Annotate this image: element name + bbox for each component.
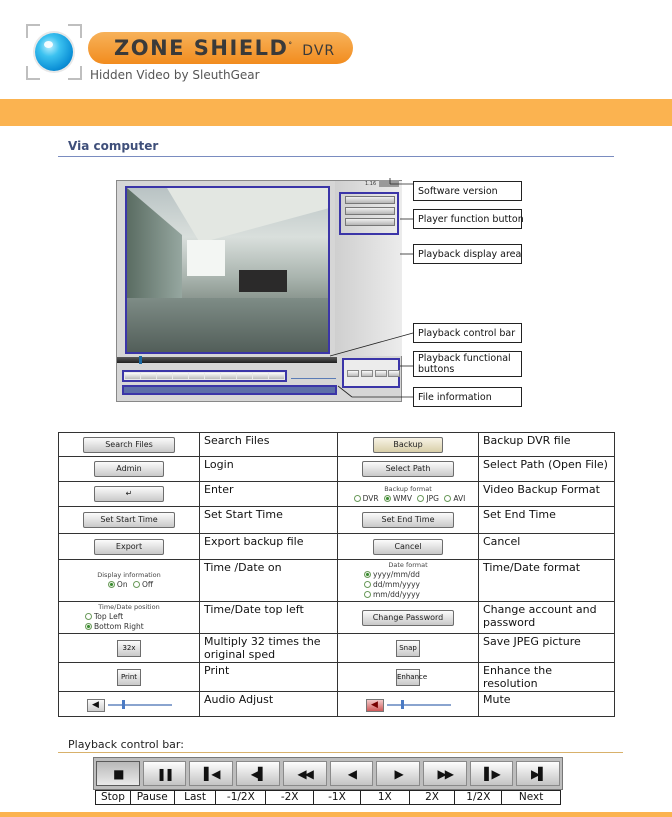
table-row (59, 663, 615, 692)
radio-yyyy-mm-dd[interactable] (364, 571, 371, 578)
cancel-button[interactable]: Cancel (373, 539, 443, 555)
icon-cell (338, 602, 479, 634)
description-cell: Backup DVR file (479, 433, 615, 457)
play-icon: ▶ (394, 766, 402, 781)
section-divider (58, 156, 614, 157)
callout-player-function-button: Player function button (413, 209, 522, 229)
option-dvr: DVR (362, 493, 379, 503)
playback-label: 1/2X (455, 791, 502, 804)
playback-divider (58, 752, 623, 753)
description-cell: Time /Date on (200, 560, 338, 602)
description-cell: Time/Date top left (200, 602, 338, 634)
2x-button[interactable] (423, 761, 467, 786)
description-cell: Set Start Time (200, 507, 338, 534)
icon-cell (59, 482, 200, 507)
camera-eye-icon (26, 24, 82, 80)
table-row (59, 433, 615, 457)
function-table (58, 432, 615, 717)
description-cell: Select Path (Open File) (479, 457, 615, 482)
icon-cell (59, 457, 200, 482)
description-cell: Mute (479, 692, 615, 717)
mute-icon[interactable]: ◀ (366, 699, 384, 712)
1-2x-button[interactable] (236, 761, 280, 786)
32x-button[interactable]: 32x (117, 640, 141, 657)
footer-band (0, 812, 672, 817)
enhance-button[interactable]: Enhance (396, 669, 420, 686)
icon-cell (338, 457, 479, 482)
icon-cell (338, 692, 479, 717)
backup-button[interactable]: Backup (373, 437, 443, 453)
icon-cell (59, 602, 200, 634)
playback-label: Last (175, 791, 217, 804)
mini-functional-buttons (342, 358, 400, 388)
icon-cell (59, 634, 200, 663)
stop-button[interactable] (96, 761, 140, 786)
reverse-icon: ◀ (347, 766, 355, 781)
description-cell: Login (200, 457, 338, 482)
callout-playback-functional-buttons: Playback functional buttons (413, 351, 522, 377)
playback-label: Stop (96, 791, 131, 804)
description-cell: Change account and password (479, 602, 615, 634)
description-cell: Video Backup Format (479, 482, 615, 507)
playback-label: -1X (314, 791, 361, 804)
seek-bar (117, 357, 337, 363)
print-button[interactable]: Print (117, 669, 141, 686)
option-off: Off (141, 580, 154, 589)
description-cell: Audio Adjust (200, 692, 338, 717)
playback-label: -2X (266, 791, 314, 804)
description-cell: Search Files (200, 433, 338, 457)
playback-display-area (125, 186, 330, 354)
file-information-bar (122, 385, 337, 395)
callout-playback-display-area: Playback display area (413, 244, 522, 264)
description-cell: Enter (200, 482, 338, 507)
icon-cell (59, 507, 200, 534)
option-on: On (116, 580, 128, 589)
1x-button[interactable] (330, 761, 374, 786)
callout-file-information: File information (413, 387, 522, 407)
option-bottom-right: Bottom Right (94, 622, 144, 631)
volume-track[interactable] (108, 704, 172, 706)
backup-format-label: Backup format (384, 484, 432, 493)
pause-icon: ❚❚ (156, 766, 173, 781)
brand-name: ZONE SHIELD° DVR (114, 36, 336, 60)
table-row (59, 482, 615, 507)
radio-wmv[interactable] (384, 495, 391, 502)
icon-cell (59, 663, 200, 692)
option-dd-mm-yyyy: dd/mm/yyyy (373, 580, 420, 589)
brand-logo (26, 24, 356, 86)
icon-cell (338, 534, 479, 560)
description-cell: Save JPEG picture (479, 634, 615, 663)
playback-label: 2X (410, 791, 456, 804)
playback-label: 1X (361, 791, 410, 804)
mini-admin-button (345, 218, 395, 226)
set-end-time-button[interactable]: Set End Time (362, 512, 454, 528)
description-cell: Time/Date format (479, 560, 615, 602)
last-icon: ▌◀ (204, 766, 219, 781)
date-format-label: Date format (388, 561, 428, 569)
table-row (59, 534, 615, 560)
radio-jpg[interactable] (417, 495, 424, 502)
select-path-button[interactable]: Select Path (362, 461, 454, 477)
display-information-label: Display information (97, 571, 161, 579)
admin-button[interactable]: Admin (94, 461, 164, 477)
icon-cell (338, 507, 479, 534)
export-button[interactable]: Export (94, 539, 164, 555)
icon-cell (59, 534, 200, 560)
radio-top-left[interactable] (85, 613, 92, 620)
half-forward-icon: ▌▶ (484, 766, 499, 781)
radio-bottom-right[interactable] (85, 623, 92, 630)
half-reverse-icon: ◀▌ (250, 766, 266, 781)
option-mm-dd-yyyy: mm/dd/yyyy (373, 590, 420, 599)
fast-reverse-icon: ◀◀ (297, 766, 312, 781)
speaker-icon[interactable]: ◀ (87, 699, 105, 712)
time-date-position-label: Time/Date position (98, 603, 160, 611)
icon-cell (338, 560, 479, 602)
icon-cell (59, 433, 200, 457)
audio-slider[interactable] (87, 699, 172, 712)
snap-button[interactable]: Snap (396, 640, 420, 657)
pause-button[interactable] (143, 761, 187, 786)
enter-button[interactable]: ↵ (94, 486, 164, 502)
mini-volume (291, 373, 336, 379)
option-wmv: WMV (393, 493, 413, 503)
callout-software-version: Software version (413, 181, 522, 201)
description-cell: Cancel (479, 534, 615, 560)
option-avi: AVI (453, 493, 466, 503)
volume-track[interactable] (387, 704, 451, 706)
mini-search-button (345, 196, 395, 204)
table-row (59, 457, 615, 482)
radio-mm-dd-yyyy[interactable] (364, 591, 371, 598)
next-icon: ▶▌ (530, 766, 546, 781)
table-row (59, 634, 615, 663)
window-controls (379, 180, 399, 187)
2x-button[interactable] (283, 761, 327, 786)
description-cell: Export backup file (200, 534, 338, 560)
radio-off[interactable] (133, 581, 140, 588)
table-row (59, 692, 615, 717)
callout-playback-control-bar: Playback control bar (413, 323, 522, 343)
option-jpg: JPG (426, 493, 439, 503)
stop-icon: ■ (113, 766, 123, 781)
icon-cell (59, 560, 200, 602)
1x-button[interactable] (376, 761, 420, 786)
option-yyyy-mm-dd: yyyy/mm/dd (373, 570, 420, 579)
icon-cell (338, 482, 479, 507)
fast-forward-icon: ▶▶ (437, 766, 452, 781)
1-2x-button[interactable] (470, 761, 514, 786)
search-files-button[interactable]: Search Files (83, 437, 175, 453)
last-button[interactable] (189, 761, 233, 786)
header-band (0, 99, 672, 126)
table-row (59, 602, 615, 634)
option-top-left: Top Left (94, 612, 124, 621)
playback-label: -1/2X (216, 791, 266, 804)
playback-title: Playback control bar: (68, 738, 184, 751)
playback-labels (95, 790, 561, 805)
next-button[interactable] (516, 761, 560, 786)
playback-label: Next (518, 791, 544, 803)
section-title: Via computer (68, 139, 159, 153)
playback-label: Pause (131, 791, 175, 804)
description-cell: Print (200, 663, 338, 692)
radio-dd-mm-yyyy[interactable] (364, 581, 371, 588)
software-version: 1.16 (365, 181, 377, 187)
table-row (59, 507, 615, 534)
table-row (59, 560, 615, 602)
playback-control-bar (93, 757, 563, 790)
radio-avi[interactable] (444, 495, 451, 502)
brand-suffix: DVR (302, 43, 336, 59)
mini-backup-button (345, 207, 395, 215)
radio-on[interactable] (108, 581, 115, 588)
icon-cell (338, 433, 479, 457)
icon-cell (59, 692, 200, 717)
player-screenshot (116, 180, 402, 402)
description-cell: Enhance the resolution (479, 663, 615, 692)
change-password-button[interactable]: Change Password (362, 610, 454, 626)
radio-dvr[interactable] (354, 495, 361, 502)
mini-control-bar (122, 370, 287, 382)
description-cell: Set End Time (479, 507, 615, 534)
icon-cell (338, 634, 479, 663)
set-start-time-button[interactable]: Set Start Time (83, 512, 175, 528)
player-function-buttons (339, 192, 399, 235)
mute-slider[interactable] (366, 699, 451, 712)
description-cell: Multiply 32 times the original sped (200, 634, 338, 663)
icon-cell (338, 663, 479, 692)
brand-tagline: Hidden Video by SleuthGear (90, 68, 260, 82)
